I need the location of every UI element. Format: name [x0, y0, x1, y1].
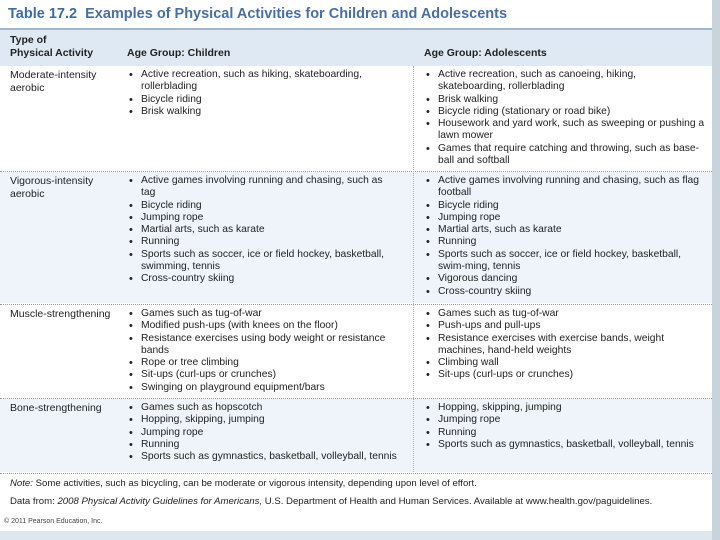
table-title: [8, 6, 507, 22]
header-children: Age Group: Children: [127, 47, 231, 59]
list-item: • Cross-country skiing: [424, 286, 706, 298]
list-item: • Jumping rope: [127, 427, 397, 439]
list-item: • Cross-country skiing: [127, 273, 397, 285]
list-item: • Brisk walking: [424, 94, 706, 106]
adolescent-activities-list: [424, 308, 706, 382]
bottom-bar: [0, 531, 712, 540]
table-row-muscle: [0, 305, 712, 397]
list-item: • Bicycle riding (stationary or road bike): [424, 106, 706, 118]
list-item: • Active games involving running and chasing, such as flag football: [424, 175, 706, 200]
list-item: • Sit-ups (curl-ups or crunches): [127, 369, 397, 381]
table-row-bone: [0, 399, 712, 472]
list-item: • Games such as tug-of-war: [127, 308, 397, 320]
list-item: • Running: [424, 236, 706, 248]
list-item: • Bicycle riding: [127, 94, 397, 106]
list-item: • Active games involving running and chasing, such as tag: [127, 175, 397, 200]
table-note: Note: Some activities, such as bicycling, can be moderate or vigorous intensity, depending upon level of effort.: [10, 478, 477, 489]
adolescent-activities-list: [424, 175, 706, 298]
list-item: • Sit-ups (curl-ups or crunches): [424, 369, 706, 381]
list-item: • Resistance exercises with exercise bands, weight machines, hand-held weights: [424, 333, 706, 358]
list-item: • Active recreation, such as canoeing, hiking, skateboarding, rollerblading: [424, 69, 706, 94]
list-item: • Swinging on playground equipment/bars: [127, 382, 397, 394]
list-item: • Push-ups and pull-ups: [424, 320, 706, 332]
row-divider: [0, 473, 712, 474]
adolescent-activities-list: [424, 402, 706, 451]
children-activities-list: [127, 69, 397, 118]
table-caption: Examples of Physical Activities for Children and Adolescents: [85, 6, 508, 22]
list-item: • Sports such as gymnastics, basketball, volleyball, tennis: [424, 439, 706, 451]
list-item: • Games such as tug-of-war: [424, 308, 706, 320]
list-item: • Climbing wall: [424, 357, 706, 369]
list-item: • Sports such as gymnastics, basketball, volleyball, tennis: [127, 451, 397, 463]
list-item: • Bicycle riding: [127, 200, 397, 212]
table-number: Table 17.2: [8, 6, 78, 22]
list-item: • Sports such as soccer, ice or field hockey, basketball, swimming, tennis: [127, 249, 397, 274]
list-item: • Martial arts, such as karate: [424, 224, 706, 236]
row-type-label: Vigorous-intensity aerobic: [10, 175, 94, 200]
list-item: • Hopping, skipping, jumping: [424, 402, 706, 414]
list-item: • Brisk walking: [127, 106, 397, 118]
list-item: • Running: [127, 439, 397, 451]
list-item: • Jumping rope: [424, 212, 706, 224]
table-row-moderate: [0, 66, 712, 166]
header-adolescents: Age Group: Adolescents: [424, 47, 547, 59]
list-item: • Running: [424, 427, 706, 439]
row-type-label: Bone-strengthening: [10, 402, 102, 414]
table-row-vigorous: [0, 172, 712, 303]
table-source: Data from: 2008 Physical Activity Guidelines for Americans, U.S. Department of Health and Human Services. Available at www.health.gov/paguidelines.: [10, 496, 653, 507]
list-item: • Bicycle riding: [424, 200, 706, 212]
list-item: • Modified push-ups (with knees on the floor): [127, 320, 397, 332]
list-item: • Housework and yard work, such as sweeping or pushing a lawn mower: [424, 118, 706, 143]
list-item: • Active recreation, such as hiking, skateboarding, rollerblading: [127, 69, 397, 94]
children-activities-list: [127, 308, 397, 394]
children-activities-list: [127, 402, 397, 463]
copyright-notice: © 2011 Pearson Education, Inc.: [4, 518, 103, 525]
adolescent-activities-list: [424, 69, 706, 167]
table-header-row: [0, 28, 712, 66]
list-item: • Hopping, skipping, jumping: [127, 414, 397, 426]
list-item: • Martial arts, such as karate: [127, 224, 397, 236]
list-item: • Rope or tree climbing: [127, 357, 397, 369]
column-divider: [413, 66, 414, 472]
list-item: • Running: [127, 236, 397, 248]
list-item: • Sports such as soccer, ice or field hockey, basketball, swim-ming, tennis: [424, 249, 706, 274]
list-item: • Resistance exercises using body weight or resistance bands: [127, 333, 397, 358]
list-item: • Games such as hopscotch: [127, 402, 397, 414]
list-item: • Vigorous dancing: [424, 273, 706, 285]
row-type-label: Muscle-strengthening: [10, 308, 111, 320]
list-item: • Games that require catching and throwing, such as base-ball and softball: [424, 143, 706, 168]
row-type-label: Moderate-intensity aerobic: [10, 69, 97, 94]
children-activities-list: [127, 175, 397, 286]
list-item: • Jumping rope: [127, 212, 397, 224]
header-type: Type of Physical Activity: [10, 34, 94, 59]
list-item: • Jumping rope: [424, 414, 706, 426]
